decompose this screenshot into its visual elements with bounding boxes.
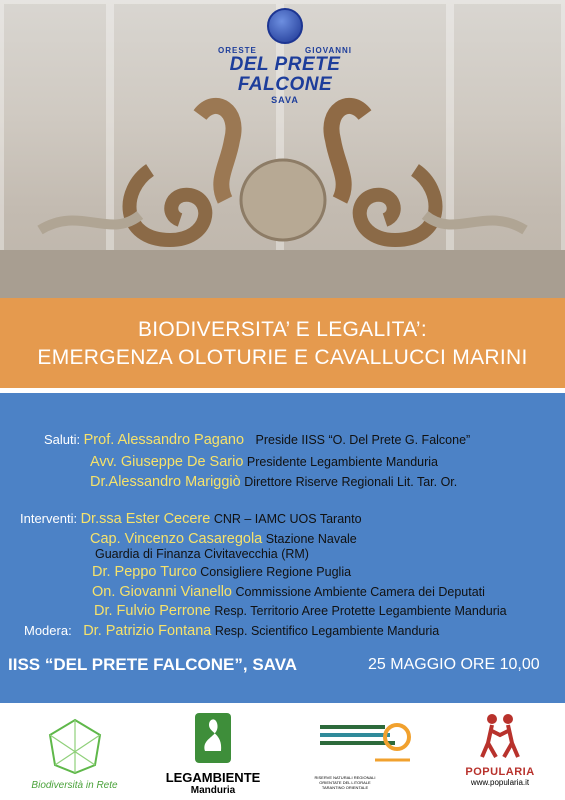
swan-icon	[191, 711, 235, 765]
sponsor-logos	[0, 703, 565, 800]
title-band	[0, 298, 565, 388]
speaker-role: Commissione Ambiente Camera dei Deputati	[235, 585, 485, 599]
riserve-label: RISERVE NATURALI REGIONALI ORIENTATE DEL LITORALE TARANTINO ORIENTALE	[314, 775, 376, 790]
legambiente-label: LEGAMBIENTE	[165, 770, 261, 785]
speaker-name: Dr.Alessandro Mariggiò	[90, 474, 241, 490]
interventi-row	[20, 511, 362, 527]
event-title-line1: BIODIVERSITA’ E LEGALITA’:	[137, 318, 428, 341]
legambiente-sub: Manduria	[190, 785, 236, 796]
riserve-icon	[315, 715, 415, 770]
event-title-line2: EMERGENZA OLOTURIE E CAVALLUCCI MARINI	[37, 346, 528, 369]
venue-text: IISS “DEL PRETE FALCONE”, SAVA	[8, 655, 298, 674]
interventi-row	[90, 531, 357, 547]
leaf-icon	[40, 715, 110, 775]
globe-icon	[267, 8, 303, 44]
speaker-name: Cap. Vincenzo Casaregola	[90, 531, 263, 547]
speaker-role: Resp. Scientifico Legambiente Manduria	[214, 624, 440, 638]
popularia-logo	[460, 711, 540, 787]
logo-town: SAVA	[271, 95, 299, 105]
speaker-name: Dr. Peppo Turco	[92, 564, 197, 580]
interventi-label: Interventi:	[20, 511, 78, 526]
interventi-row	[92, 564, 351, 580]
speaker-role-continued: Guardia di Finanza Civitavecchia (RM)	[95, 547, 309, 561]
saluti-row	[44, 432, 470, 448]
speaker-name: Dr. Patrizio Fontana	[83, 623, 212, 639]
speaker-role: CNR – IAMC UOS Taranto	[213, 512, 362, 526]
interventi-row	[92, 584, 485, 600]
logo-school-name: DEL PRETE FALCONE	[229, 54, 341, 95]
popularia-url: www.popularia.it	[470, 778, 530, 787]
biodiversita-label: Biodiversità in Rete	[31, 780, 118, 791]
speaker-name: Dr. Fulvio Perrone	[94, 603, 211, 619]
header-photo	[0, 0, 565, 298]
saluti-label: Saluti:	[44, 432, 81, 447]
speaker-role: Preside IISS “O. Del Prete G. Falcone”	[255, 433, 471, 447]
speaker-name: Avv. Giuseppe De Sario	[90, 454, 244, 470]
speaker-role: Consigliere Regione Puglia	[200, 565, 352, 579]
speaker-name: Dr.ssa Ester Cecere	[80, 511, 211, 527]
speaker-role: Stazione Navale	[265, 532, 357, 546]
biodiversita-logo	[22, 715, 127, 791]
speaker-role: Direttore Riserve Regionali Lit. Tar. Or.	[244, 475, 458, 489]
saluti-row	[90, 454, 438, 470]
riserve-logo	[310, 715, 420, 790]
modera-label: Modera:	[24, 623, 72, 638]
speaker-role: Resp. Territorio Aree Protette Legambiente Manduria	[214, 604, 507, 618]
modera-row	[24, 623, 439, 639]
speaker-role: Presidente Legambiente Manduria	[246, 455, 438, 469]
speaker-name: Prof. Alessandro Pagano	[83, 432, 245, 448]
school-logo	[180, 8, 390, 105]
interventi-row	[94, 603, 507, 619]
logo-first-name-right: GIOVANNI	[305, 46, 352, 55]
popularia-label: POPULARIA	[465, 766, 535, 778]
date-text: 25 MAGGIO ORE 10,00	[368, 656, 540, 673]
dancers-icon	[478, 711, 522, 761]
saluti-row	[90, 474, 457, 490]
legambiente-logo	[158, 711, 268, 796]
logo-first-name-left: ORESTE	[218, 46, 257, 55]
speaker-name: On. Giovanni Vianello	[92, 584, 232, 600]
